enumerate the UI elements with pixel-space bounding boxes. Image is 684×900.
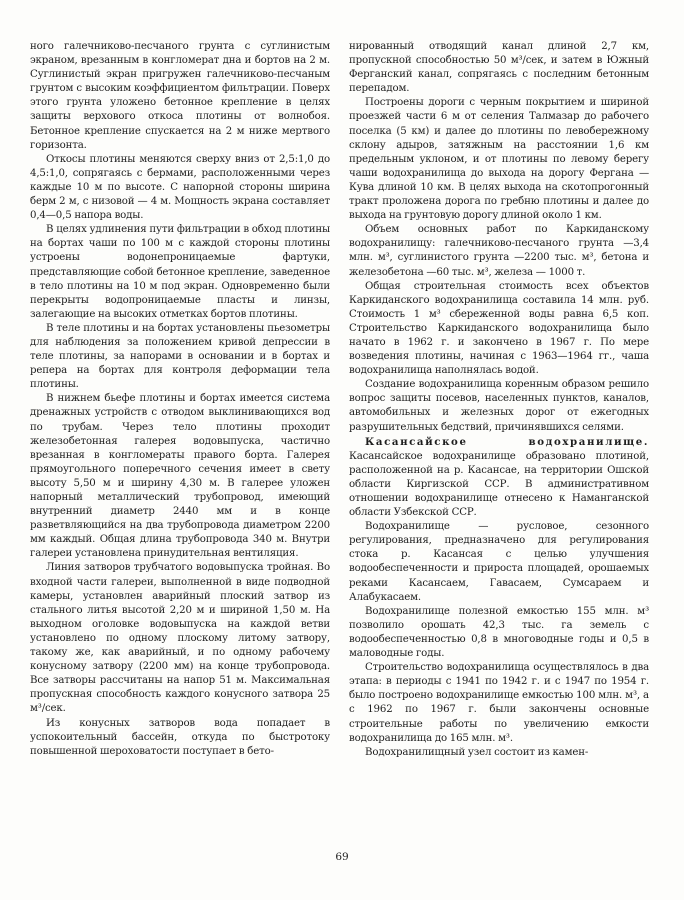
paragraph: В целях удлинения пути фильтрации в обход плотины на бортах чаши по 100 м с каждой стороны плотины устроены водонепроницаемые фартуки, представляющие собой бетонное крепление, заведенное в тело плотины на 10 м под экран. Одновременно были перекрыты водопроницаемые пласты и линзы, залегающие на высоких отметках бортов плотины. <box>30 224 330 320</box>
section-heading: Касансайское водохранилище. <box>365 435 649 448</box>
paragraph: В теле плотины и на бортах установлены пьезометры для наблюдения за положением кривой депрессии в теле плотины, за напорами в основании и в бортах и репера на бортах для контроля деформации тела плотины. <box>30 322 330 391</box>
paragraph: Общая строительная стоимость всех объектов Каркиданского водохранилища составила 14 млн. руб. Стоимость 1 м³ сбереженной воды равна 6,5 коп. Строительство Каркиданского водохранилища было начато в 1962 г. и закончено в 1967 г. По мере возведения плотины, начиная с 1963—1964 гг., чаша водохранилища наполнялась водой. <box>349 280 649 377</box>
paragraph: нированный отводящий канал длиной 2,7 км, пропускной способностью 50 м³/сек, и затем в Южный Ферганский канал, сопрягаясь с последним бетонным перепадом. <box>349 41 649 95</box>
paragraph: Построены дороги с черным покрытием и шириной проезжей части 6 м от селения Талмазар до рабочего поселка (5 км) и далее до плотины по левобережному склону адыров, затяжным на расстоянии 1,6 км предельным уклоном, и от плотины по левому берегу чаши водохранилища до выхода на дорогу Фергана — Кува длиной 10 км. В целях выхода на скотопрогонный тракт проложена дорога по гребню плотины и далее до выхода на грунтовую дорогу длиной около 1 км. <box>349 97 649 222</box>
right-column <box>349 40 649 760</box>
left-column <box>30 40 330 759</box>
section-paragraph <box>349 435 649 521</box>
paragraph: Из конусных затворов вода попадает в успокоительный бассейн, откуда по быстротоку повышенной шероховатости поступает в бето- <box>30 717 330 757</box>
paragraph: Объем основных работ по Каркиданскому водохранилищу: галечниково-песчаного грунта —3,4 млн. м³, суглинистого грунта —2200 тыс. м³, бетона и железобетона —60 тыс. м³, железа — 1000 т. <box>349 224 649 278</box>
paragraph: Водохранилище полезной емкостью 155 млн. м³ позволило орошать 42,3 тыс. га земель с водообеспеченностью 0,8 в многоводные годы и 0,5 в маловодные годы. <box>349 605 649 660</box>
paragraph: Создание водохранилища коренным образом решило вопрос защиты посевов, населенных пунктов, каналов, автомобильных и железных дорог от ежегодных разрушительных бедствий, причинявшихся селями. <box>349 379 649 433</box>
paragraph: ного галечниково-песчаного грунта с суглинистым экраном, врезанным в конгломерат дна и бортов на 2 м. Суглинистый экран пригружен галечниково-песчаным грунтом с высоким коэффициентом фильтрации. Поверх этого грунта уложено бетонное крепление в целях защиты верхового откоса плотины от волнобоя. Бетонное крепление спускается на 2 м ниже мертвого горизонта. <box>30 41 330 151</box>
paragraph: Строительство водохранилища осуществлялось в два этапа: в периоды с 1941 по 1942 г. и с 1947 по 1954 г. было построено водохранилище емкостью 100 млн. м³, а с 1962 по 1967 г. были закончены основные строительные работы по увеличению емкости водохранилища до 165 млн. м³. <box>349 662 649 744</box>
paragraph: Откосы плотины меняются сверху вниз от 2,5:1,0 до 4,5:1,0, сопрягаясь с бермами, расположенными через каждые 10 м по высоте. С напорной стороны ширина берм 2 м, с низовой — 4 м. Мощность экрана составляет 0,4—0,5 напора воды. <box>30 153 330 222</box>
paragraph: Водохранилище — русловое, сезонного регулирования, предназначено для регулирования стока р. Касансая с целью улучшения водообеспеченности и прироста площадей, орошаемых реками Касансаем, Гавасаем, Сумсараем и Алабукасаем. <box>349 521 649 603</box>
paragraph: В нижнем бьефе плотины и бортах имеется система дренажных устройств с отводом выклинивающихся вод по трубам. Через тело плотины проходит железобетонная галерея водовыпуска, частично врезанная в конгломераты правого борта. Галерея прямоугольного поперечного сечения имеет в свету высоту 5,50 м и ширину 4,30 м. В галерее уложен напорный металлический трубопровод, имеющий внутренний диаметр 2440 мм и в конце разветвляющийся на два трубопровода диаметром 2200 мм каждый. Общая длина трубопровода 340 м. Внутри галереи установлена принудительная вентиляция. <box>30 393 330 560</box>
paragraph: Линия затворов трубчатого водовыпуска тройная. Во входной части галереи, выполненной в виде подводной камеры, установлен аварийный плоский затвор из стального литья высотой 2,20 м и шириной 1,50 м. На выходном оголовке водовыпуска на каждой ветви установлено по одному плоскому литому затвору, такому же, как аварийный, и по одному рабочему конусному затвору (2200 мм) на конце трубопровода. Все затворы рассчитаны на напор 51 м. Максимальная пропускная способность каждого конусного затвора 25 м³/сек. <box>30 562 330 715</box>
section-text: Касансайское водохранилище образовано плотиной, расположенной на р. Касансае, на территории Ошской области Киргизской ССР. В административном отношении водохранилище отнесено к Наманганской области Узбекской ССР. <box>349 450 649 519</box>
page-number: 69 <box>335 851 349 863</box>
paragraph: Водохранилищный узел состоит из камен- <box>365 746 589 758</box>
